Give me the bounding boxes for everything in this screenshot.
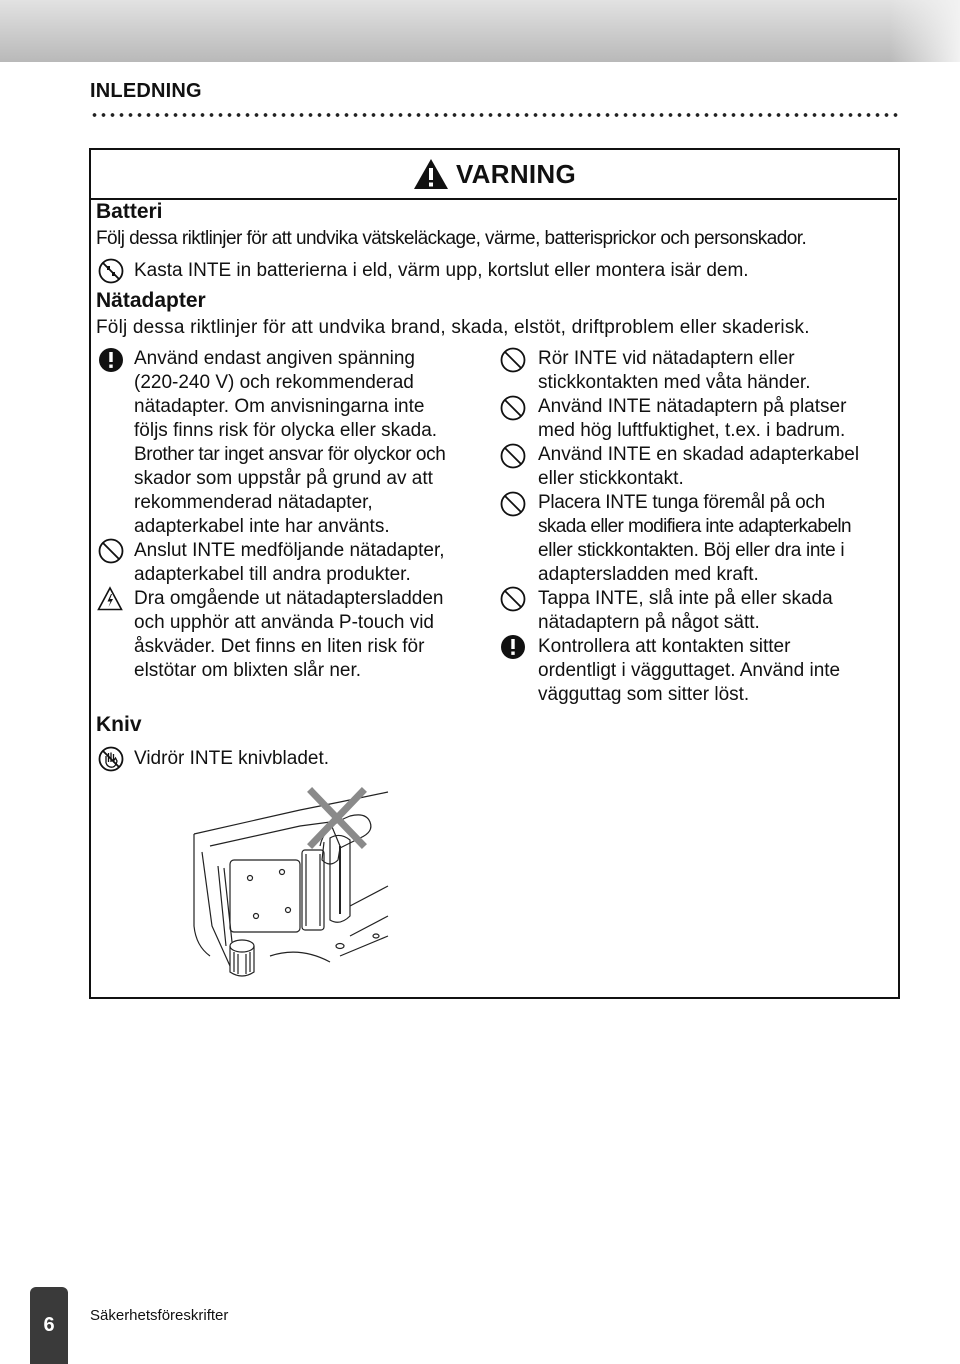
adapter-right-1-line-2: stickkontakten med våta händer. bbox=[538, 372, 811, 393]
adapter-right-3-line-1: Använd INTE en skadad adapterkabel bbox=[538, 444, 860, 465]
dotted-divider bbox=[90, 111, 898, 119]
prohibition-icon bbox=[98, 538, 124, 564]
adapter-right-6-line-2: ordentligt i vägguttaget. Använd inte bbox=[538, 660, 841, 681]
adapter-left-1-line-4: följs finns risk för olycka eller skada. bbox=[134, 420, 438, 441]
adapter-right-1-line-1: Rör INTE vid nätadaptern eller bbox=[538, 348, 795, 369]
adapter-left-1-line-1: Använd endast angiven spänning bbox=[134, 348, 416, 369]
exclamation-icon bbox=[500, 634, 526, 660]
adapter-left-1-line-3: nätadapter. Om anvisningarna inte bbox=[134, 396, 425, 417]
knife-heading: Kniv bbox=[96, 713, 142, 736]
adapter-right-4-line-1: Placera INTE tunga föremål på och bbox=[538, 492, 825, 513]
adapter-left-2-line-2: adapterkabel till andra produkter. bbox=[134, 564, 411, 585]
adapter-right-2-line-1: Använd INTE nätadaptern på platser bbox=[538, 396, 847, 417]
page-number: 6 bbox=[43, 1314, 55, 1336]
adapter-left-1-line-6: skador som uppstår på grund av att bbox=[134, 468, 433, 489]
warning-triangle-icon bbox=[412, 157, 450, 191]
adapter-right-5-line-1: Tappa INTE, slå inte på eller skada bbox=[538, 588, 833, 609]
adapter-right-2-line-2: med hög luftfuktighet, t.ex. i badrum. bbox=[538, 420, 846, 441]
adapter-right-3-line-2: eller stickkontakt. bbox=[538, 468, 684, 489]
caution-triangle-icon bbox=[97, 586, 123, 612]
adapter-right-6-line-3: vägguttag som sitter löst. bbox=[538, 684, 750, 705]
page-number-tab bbox=[30, 1287, 68, 1364]
battery-heading: Batteri bbox=[96, 200, 163, 223]
adapter-heading: Nätadapter bbox=[96, 289, 206, 312]
prohibition-icon bbox=[500, 347, 526, 373]
adapter-left-1-line-8: adapterkabel inte har använts. bbox=[134, 516, 390, 537]
adapter-left-3-line-2: och upphör att använda P-touch vid bbox=[134, 612, 434, 633]
adapter-left-3-line-3: åskväder. Det finns en liten risk för bbox=[134, 636, 425, 657]
adapter-right-6-line-1: Kontrollera att kontakten sitter bbox=[538, 636, 791, 657]
adapter-left-1-line-7: rekommenderad nätadapter, bbox=[134, 492, 373, 513]
section-title: INLEDNING bbox=[90, 80, 202, 102]
adapter-left-3-line-1: Dra omgående ut nätadaptersladden bbox=[134, 588, 444, 609]
top-header-band bbox=[0, 0, 960, 62]
adapter-left-3-line-4: elstötar om blixten slår ner. bbox=[134, 660, 362, 681]
exclamation-icon bbox=[98, 347, 124, 373]
adapter-right-4-line-4: adaptersladden med kraft. bbox=[538, 564, 759, 585]
adapter-left-1-line-5: Brother tar inget ansvar för olyckor och bbox=[134, 444, 446, 465]
prohibition-icon bbox=[500, 443, 526, 469]
prohibition-icon bbox=[500, 395, 526, 421]
adapter-left-1-line-2: (220-240 V) och rekommenderad bbox=[134, 372, 414, 393]
battery-disassembly-prohibited-icon bbox=[98, 258, 124, 284]
prohibition-icon bbox=[500, 586, 526, 612]
knife-item: Vidrör INTE knivbladet. bbox=[134, 748, 330, 769]
adapter-right-4-line-2: skada eller modifiera inte adapterkabeln bbox=[538, 516, 851, 537]
warning-header bbox=[91, 150, 897, 200]
footer-label: Säkerhetsföreskrifter bbox=[90, 1307, 229, 1324]
cutter-illustration bbox=[190, 786, 390, 982]
adapter-right-4-line-3: eller stickkontakten. Böj eller dra inte i bbox=[538, 540, 845, 561]
adapter-left-2-line-1: Anslut INTE medföljande nätadapter, bbox=[134, 540, 445, 561]
prohibition-icon bbox=[500, 491, 526, 517]
adapter-intro: Följ dessa riktlinjer för att undvika brand, skada, elstöt, driftproblem eller skaderisk. bbox=[96, 317, 810, 338]
do-not-touch-icon bbox=[98, 746, 124, 772]
adapter-right-5-line-2: nätadaptern på något sätt. bbox=[538, 612, 760, 633]
battery-item: Kasta INTE in batterierna i eld, värm upp, kortslut eller montera isär dem. bbox=[134, 260, 749, 281]
warning-title: VARNING bbox=[455, 158, 577, 189]
battery-intro: Följ dessa riktlinjer för att undvika vätskeläckage, värme, batterisprickor och personskador. bbox=[96, 228, 807, 249]
